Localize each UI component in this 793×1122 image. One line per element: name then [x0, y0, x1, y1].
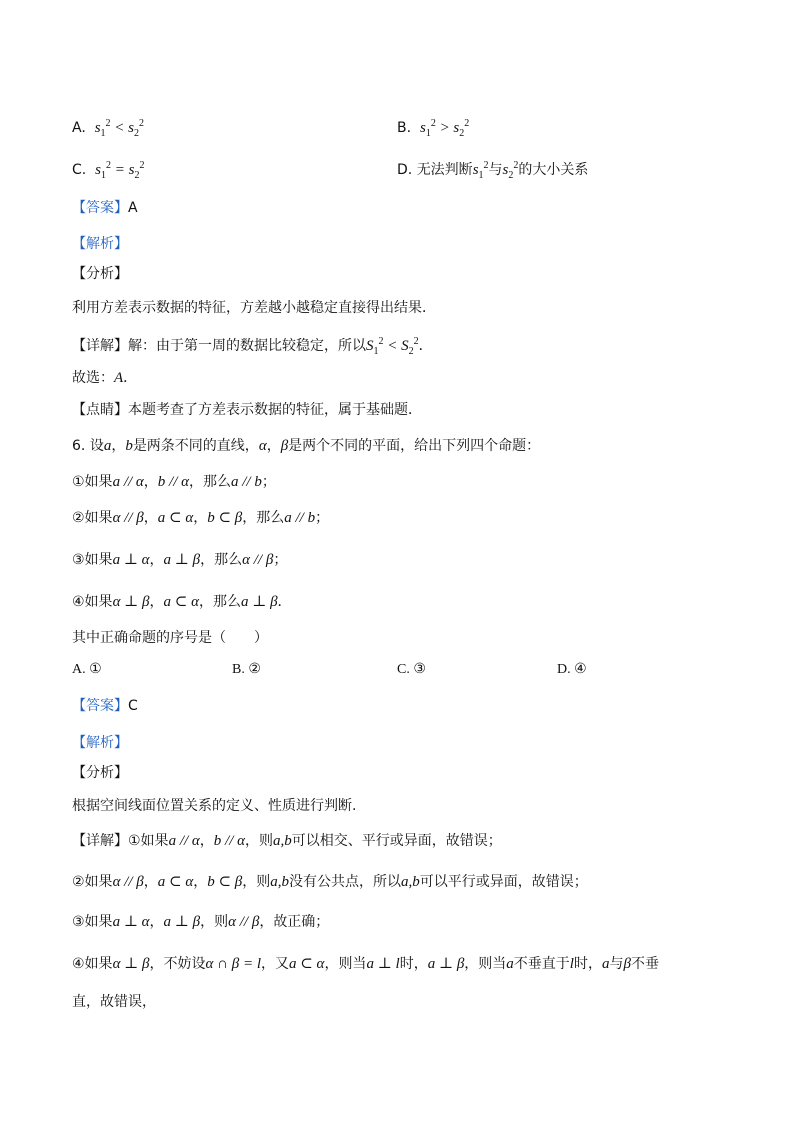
- q6-fenxi-tag: 【分析】: [72, 765, 128, 781]
- formula-b: $s_1^2 > s_2^2$: [419, 118, 470, 139]
- q6-answer: 【答案】C: [72, 698, 138, 714]
- q6-option-b: B. ②: [232, 662, 261, 677]
- q6-stem: 6. 设a，b是两条不同的直线，α，β是两个不同的平面，给出下列四个命题：: [72, 438, 541, 454]
- q6-detail-3: ③如果a ⊥ α，a ⊥ β，则α // β，故正确；: [72, 914, 330, 930]
- q5-point: 【点睛】本题考查了方差表示数据的特征，属于基础题．: [72, 402, 422, 418]
- q5-analysis-tag: 【解析】: [72, 236, 128, 252]
- q6-detail-4-cont: 直，故错误，: [72, 994, 156, 1010]
- formula-c: $s_1^2 = s_2^2$: [95, 160, 145, 181]
- q5-detail: 【详解】解：由于第一周的数据比较稳定，所以$S_1^2 < S_2^2$．: [72, 336, 433, 357]
- q5-option-c: C. $s_1^2 = s_2^2$: [72, 160, 145, 181]
- q5-option-a: A. $s_1^2 < s_2^2$: [72, 118, 144, 139]
- q6-detail-4: ④如果α ⊥ β，不妨设α ∩ β = l，又a ⊂ α，则当a ⊥ l时，a ⊥ β，则当a不垂直于l时，a与β不垂: [72, 956, 659, 972]
- formula-a: $s_1^2 < s_2^2$: [94, 118, 144, 139]
- q6-prop-2: ②如果α // β，a ⊂ α，b ⊂ β，那么a // b；: [72, 510, 330, 526]
- q5-fenxi-tag: 【分析】: [72, 266, 128, 282]
- q6-ask: 其中正确命题的序号是（ ）: [72, 630, 268, 646]
- q6-prop-4: ④如果α ⊥ β，a ⊂ α，那么a ⊥ β．: [72, 594, 292, 610]
- q5-option-d: D. 无法判断$s_1^2$与$s_2^2$的大小关系: [397, 160, 589, 181]
- q6-detail-1: 【详解】①如果a // α，b // α，则a,b可以相交、平行或异面，故错误；: [72, 833, 502, 849]
- q5-choose: 故选：A．: [72, 370, 138, 386]
- q5-option-b: B. $s_1^2 > s_2^2$: [397, 118, 470, 139]
- q5-answer: 【答案】A: [72, 200, 138, 216]
- q6-fenxi-text: 根据空间线面位置关系的定义、性质进行判断.: [72, 798, 357, 814]
- q6-option-d: D. ④: [557, 662, 587, 677]
- q6-analysis-tag: 【解析】: [72, 735, 128, 751]
- q6-detail-2: ②如果α // β，a ⊂ α，b ⊂ β，则a,b没有公共点，所以a,b可以平行或异面，故错误；: [72, 874, 588, 890]
- q5-fenxi-text: 利用方差表示数据的特征，方差越小越稳定直接得出结果．: [72, 300, 436, 316]
- q6-prop-1: ①如果a // α，b // α，那么a // b；: [72, 474, 276, 490]
- q6-option-c: C. ③: [397, 662, 426, 677]
- q6-option-a: A. ①: [72, 662, 102, 677]
- q6-prop-3: ③如果a ⊥ α，a ⊥ β，那么α // β；: [72, 552, 288, 568]
